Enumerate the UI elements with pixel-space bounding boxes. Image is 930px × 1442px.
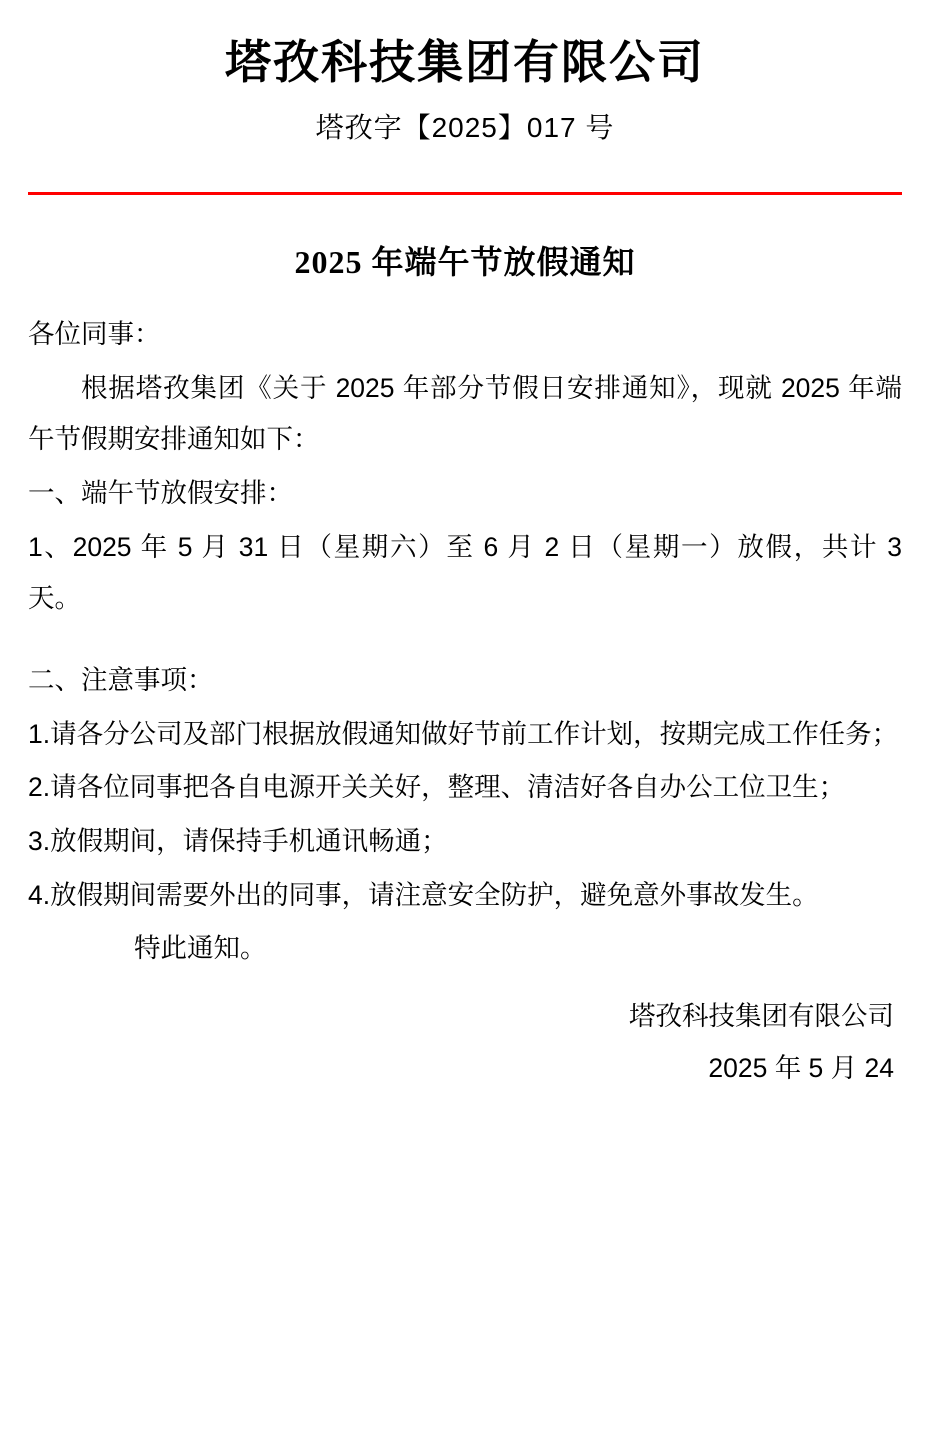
red-divider-rule — [28, 192, 902, 195]
paragraph-spacer — [28, 627, 902, 655]
salutation: 各位同事： — [28, 319, 161, 350]
intro-paragraph: 根据塔孜集团《关于 2025 年部分节假日安排通知》，现就 2025 年端午节假期安排通知如下： — [28, 372, 902, 455]
section-two-heading: 二、注意事项： — [28, 665, 214, 696]
closing-statement: 特此通知。 — [134, 933, 267, 964]
document-number: 塔孜字【2025】017 号 — [315, 112, 615, 144]
section-one-item-1: 1、2025 年 5 月 31 日（星期六）至 6 月 2 日（星期一）放假，共计 3 天。 — [28, 531, 902, 614]
organization-title: 塔孜科技集团有限公司 — [225, 37, 705, 88]
section-two-item-1: 1.请各分公司及部门根据放假通知做好节前工作计划，按期完成工作任务； — [28, 718, 899, 749]
document-body — [28, 309, 902, 975]
document-title: 2025 年端午节放假通知 — [294, 244, 636, 281]
section-one-heading: 一、端午节放假安排： — [28, 478, 293, 509]
section-two-item-2: 2.请各位同事把各自电源开关关好，整理、清洁好各自办公工位卫生； — [28, 772, 846, 803]
section-two-item-3: 3.放假期间，请保持手机通讯畅通； — [28, 826, 448, 857]
signature-organization: 塔孜科技集团有限公司 — [629, 1001, 894, 1032]
section-two-item-4: 4.放假期间需要外出的同事，请注意安全防护，避免意外事故发生。 — [28, 879, 819, 910]
signature-date: 2025 年 5 月 24 — [708, 1052, 894, 1083]
signature-block — [28, 991, 902, 1094]
